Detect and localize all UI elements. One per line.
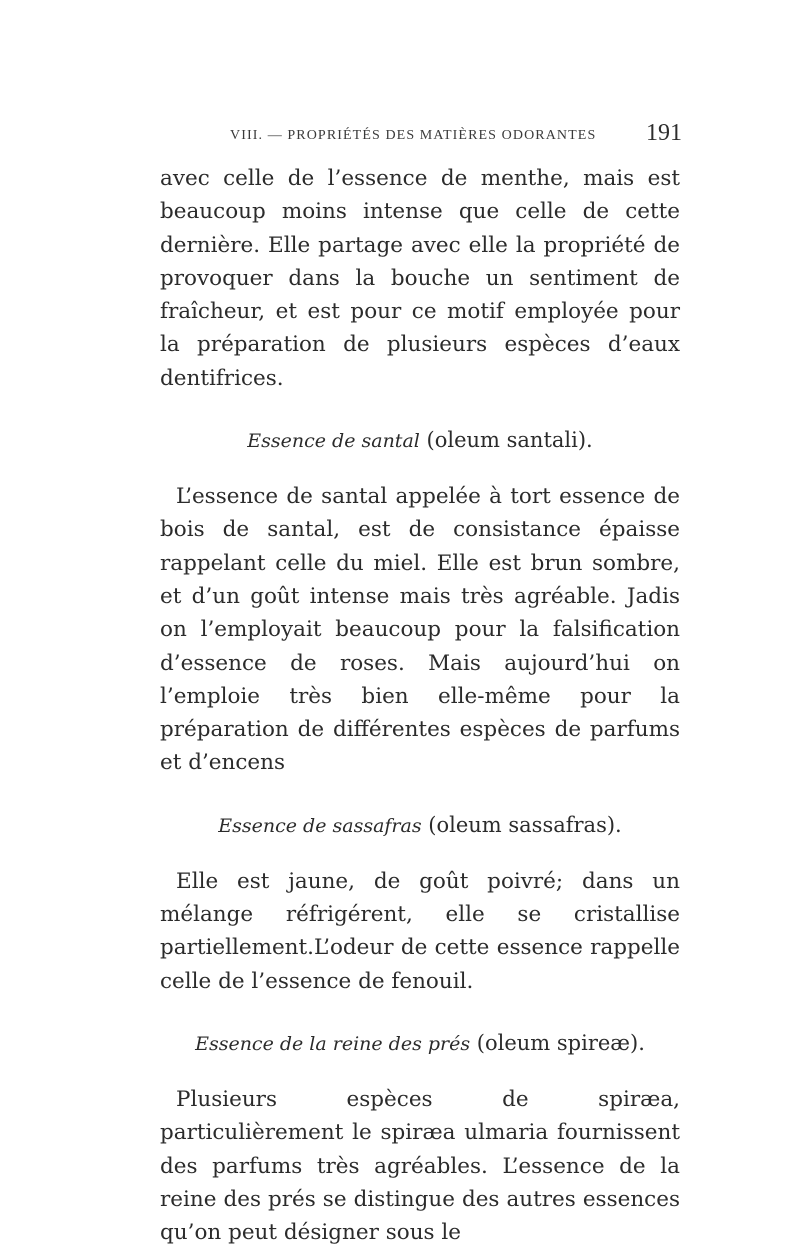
page-number: 191 — [646, 120, 682, 146]
heading-santal-latin: (oleum santali). — [426, 428, 593, 453]
heading-reine-des-pres — [160, 1027, 680, 1061]
page-body — [160, 162, 680, 1249]
heading-santal-title: Essence de santal — [247, 430, 420, 453]
heading-sassafras-latin: (oleum sassafras). — [428, 812, 622, 837]
heading-santal — [160, 424, 680, 458]
heading-sassafras-title: Essence de sassafras — [218, 814, 422, 837]
heading-reine-des-pres-title: Essence de la reine des prés — [195, 1032, 471, 1055]
paragraph-menthe-continued: avec celle de l’essence de menthe, mais est beaucoup moins intense que celle de cette dernière. Elle partage avec elle la propriété de provoquer dans la bouche un sentiment de fraîcheur, et est pour ce motif employée pour la préparation de plusieurs espèces d’eaux dentifrices. — [160, 166, 680, 391]
heading-sassafras — [160, 809, 680, 843]
paragraph-sassafras: Elle est jaune, de goût poivré; dans un mélange réfrigérent, elle se cristallise partiellement.L’odeur de cette essence rappelle celle de l’essence de fenouil. — [160, 868, 680, 994]
page-header — [230, 120, 682, 150]
running-head: VIII. — PROPRIÉTÉS DES MATIÈRES ODORANTES — [230, 128, 597, 143]
paragraph-reine-des-pres: Plusieurs espèces de spiræa, particulièrement le spiræa ulmaria fournissent des parfums très agréables. L’essence de la reine des prés se distingue des autres essences qu’on peut désigner sous le — [160, 1086, 680, 1246]
paragraph-santal: L’essence de santal appelée à tort essence de bois de santal, est de consistance épaisse rappelant celle du miel. Elle est brun sombre, et d’un goût intense mais très agréable. Jadis on l’employait beaucoup pour la falsification d’essence de roses. Mais aujourd’hui on l’emploie très bien elle-même pour la préparation de différentes espèces de parfums et d’encens — [160, 484, 680, 776]
heading-reine-des-pres-latin: (oleum spireæ). — [476, 1030, 645, 1055]
